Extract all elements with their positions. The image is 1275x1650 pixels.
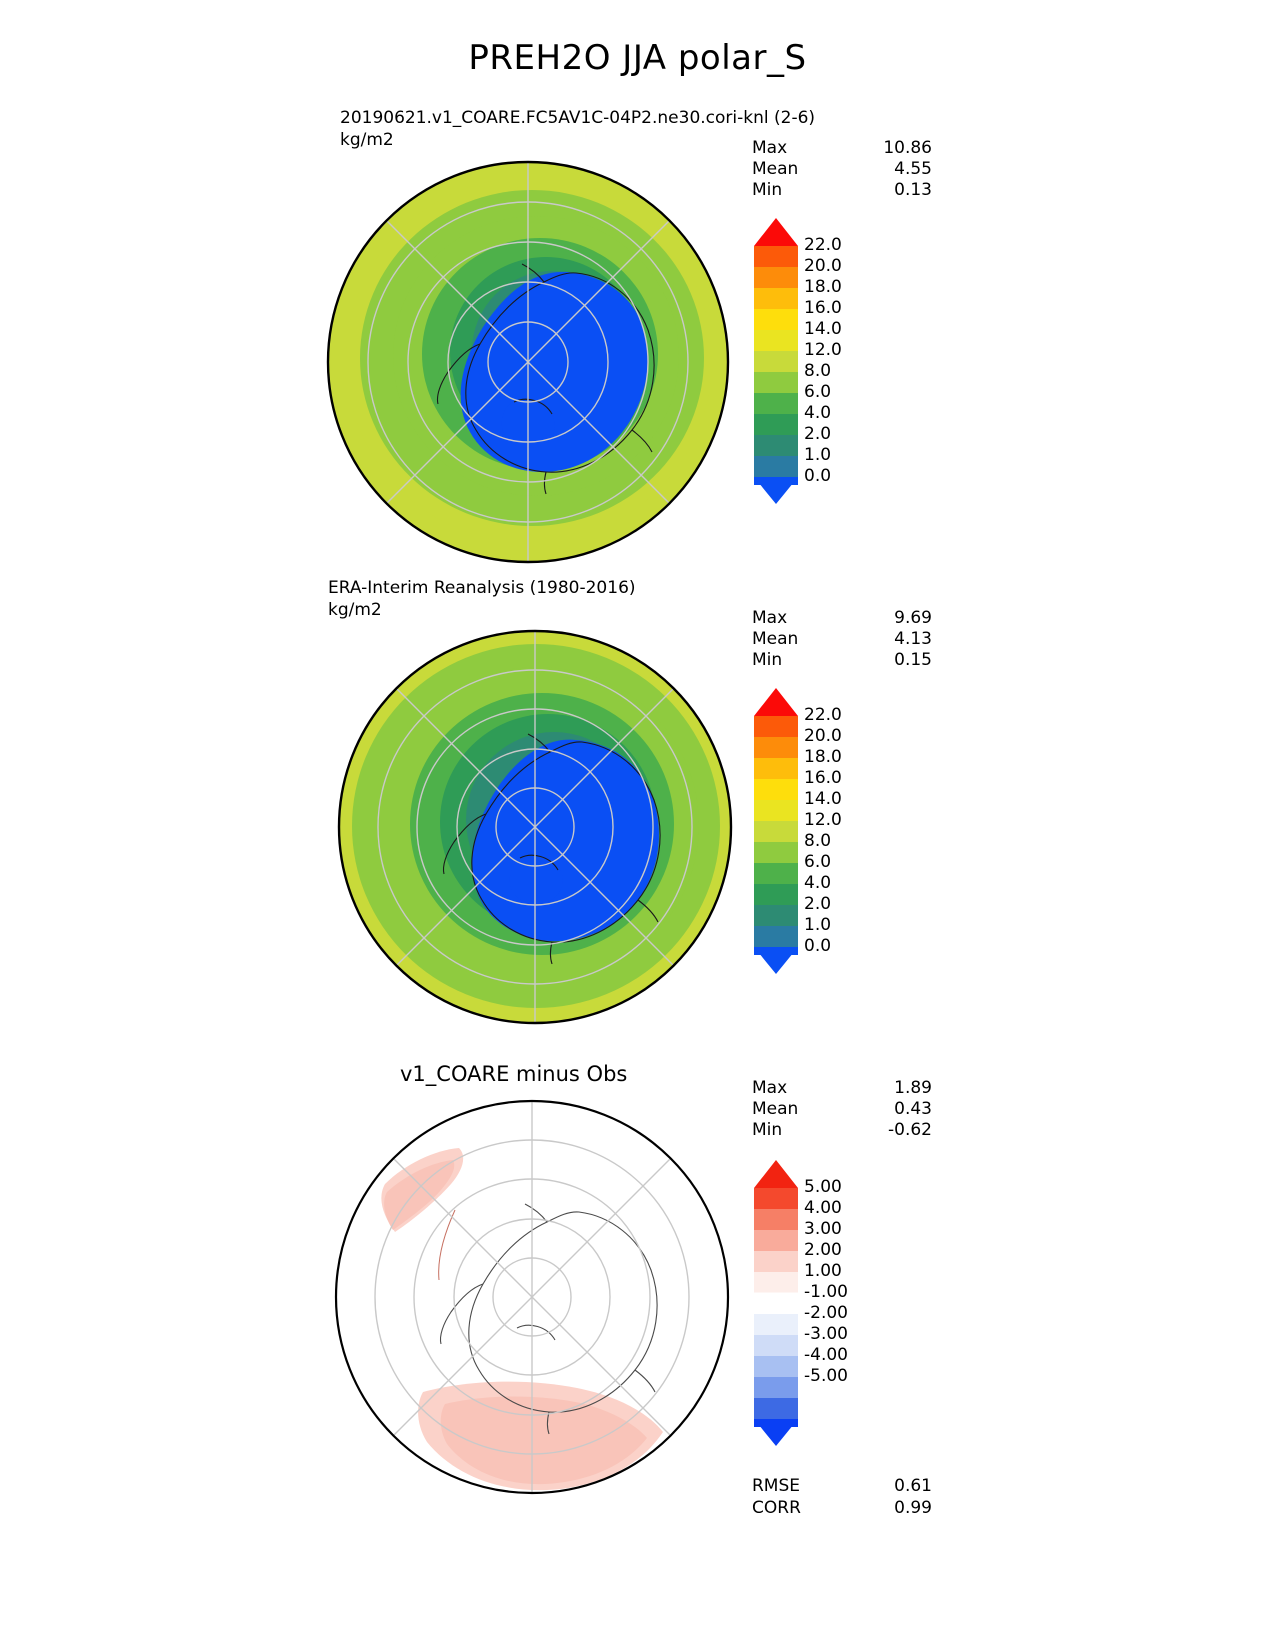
stat-label: Max — [752, 1078, 788, 1098]
stat-row — [752, 1099, 932, 1120]
stat-label: Min — [752, 180, 783, 200]
cbar-label: -3.00 — [804, 1324, 848, 1344]
cbar-label: 6.0 — [804, 852, 832, 872]
stat-row — [752, 138, 932, 159]
stat-value: 4.55 — [894, 159, 932, 179]
stat-label: Mean — [752, 629, 799, 649]
cbar-label: 8.0 — [804, 831, 832, 851]
stat-value: 0.13 — [894, 180, 932, 200]
stats-diff — [752, 1078, 932, 1141]
stats-obs — [752, 608, 932, 671]
stat-row — [752, 608, 932, 629]
stat-row — [752, 1475, 932, 1497]
stat-label: Min — [752, 1120, 783, 1140]
cbar-label: 1.0 — [804, 915, 832, 935]
panel-obs — [0, 570, 1275, 1050]
cbar-label: 2.0 — [804, 424, 832, 444]
cbar-label: 5.00 — [804, 1177, 842, 1197]
stat-label: Max — [752, 138, 788, 158]
cbar-label: 4.00 — [804, 1198, 842, 1218]
cbar-label: 1.00 — [804, 1261, 842, 1281]
panel-model — [0, 100, 1275, 570]
panel-model-title: 20190621.v1_COARE.FC5AV1C-04P2.ne30.cori-knl (2-6) — [340, 108, 816, 128]
cbar-label: 1.0 — [804, 445, 832, 465]
stat-label: Max — [752, 608, 788, 628]
colorbar-obs — [748, 686, 842, 976]
page-title: PREH2O JJA polar_S — [468, 38, 807, 78]
cbar-label: 2.00 — [804, 1240, 842, 1260]
cbar-label: 20.0 — [804, 726, 842, 746]
stat-value: 0.15 — [894, 650, 932, 670]
colorbar-diff — [748, 1158, 848, 1448]
map-model — [318, 152, 738, 572]
cbar-label: 0.0 — [804, 936, 832, 956]
colorbar-obs-swatches — [748, 686, 804, 976]
stat-label: Min — [752, 650, 783, 670]
cbar-label: 8.0 — [804, 361, 832, 381]
stat-value: 0.99 — [894, 1498, 932, 1518]
stat-row — [752, 650, 932, 671]
stat-row — [752, 180, 932, 201]
panel-obs-title: ERA-Interim Reanalysis (1980-2016) — [328, 578, 636, 598]
cbar-label: -2.00 — [804, 1303, 848, 1323]
stat-row — [752, 1078, 932, 1099]
stat-label: Mean — [752, 159, 799, 179]
cbar-label: 4.0 — [804, 873, 832, 893]
stat-value: 9.69 — [894, 608, 932, 628]
panel-diff — [0, 1050, 1275, 1580]
cbar-label: 0.0 — [804, 466, 832, 486]
cbar-label: -5.00 — [804, 1366, 848, 1386]
stat-value: 0.61 — [894, 1476, 932, 1496]
cbar-label: 3.00 — [804, 1219, 842, 1239]
cbar-label: 20.0 — [804, 256, 842, 276]
stat-value: 0.43 — [894, 1099, 932, 1119]
stat-value: 10.86 — [883, 138, 932, 158]
cbar-label: 4.0 — [804, 403, 832, 423]
cbar-label: 22.0 — [804, 705, 842, 725]
cbar-label: -4.00 — [804, 1345, 848, 1365]
footer-stats-diff — [752, 1475, 932, 1519]
cbar-label: -1.00 — [804, 1282, 848, 1302]
stat-label: CORR — [752, 1498, 801, 1518]
stat-row — [752, 159, 932, 180]
stat-value: 1.89 — [894, 1078, 932, 1098]
cbar-label: 18.0 — [804, 747, 842, 767]
stat-value: -0.62 — [888, 1120, 932, 1140]
polar-map-obs — [330, 622, 740, 1032]
map-obs — [330, 622, 740, 1032]
polar-map-diff — [327, 1092, 737, 1502]
cbar-label: 14.0 — [804, 789, 842, 809]
stat-row — [752, 1120, 932, 1141]
cbar-label: 12.0 — [804, 810, 842, 830]
stat-row — [752, 1497, 932, 1519]
cbar-label: 16.0 — [804, 298, 842, 318]
polar-map-model — [318, 152, 738, 572]
cbar-label: 2.0 — [804, 894, 832, 914]
cbar-label: 12.0 — [804, 340, 842, 360]
stat-row — [752, 629, 932, 650]
stat-value: 4.13 — [894, 629, 932, 649]
cbar-label: 16.0 — [804, 768, 842, 788]
colorbar-model — [748, 216, 842, 506]
panel-obs-units: kg/m2 — [328, 600, 382, 620]
stats-model — [752, 138, 932, 201]
cbar-label: 18.0 — [804, 277, 842, 297]
panel-diff-title: v1_COARE minus Obs — [400, 1062, 628, 1086]
panel-model-units: kg/m2 — [340, 130, 394, 150]
stat-label: Mean — [752, 1099, 799, 1119]
colorbar-diff-swatches — [748, 1158, 804, 1448]
map-diff — [327, 1092, 737, 1502]
stat-label: RMSE — [752, 1476, 801, 1496]
cbar-label: 6.0 — [804, 382, 832, 402]
colorbar-model-swatches — [748, 216, 804, 506]
cbar-label: 14.0 — [804, 319, 842, 339]
cbar-label: 22.0 — [804, 235, 842, 255]
